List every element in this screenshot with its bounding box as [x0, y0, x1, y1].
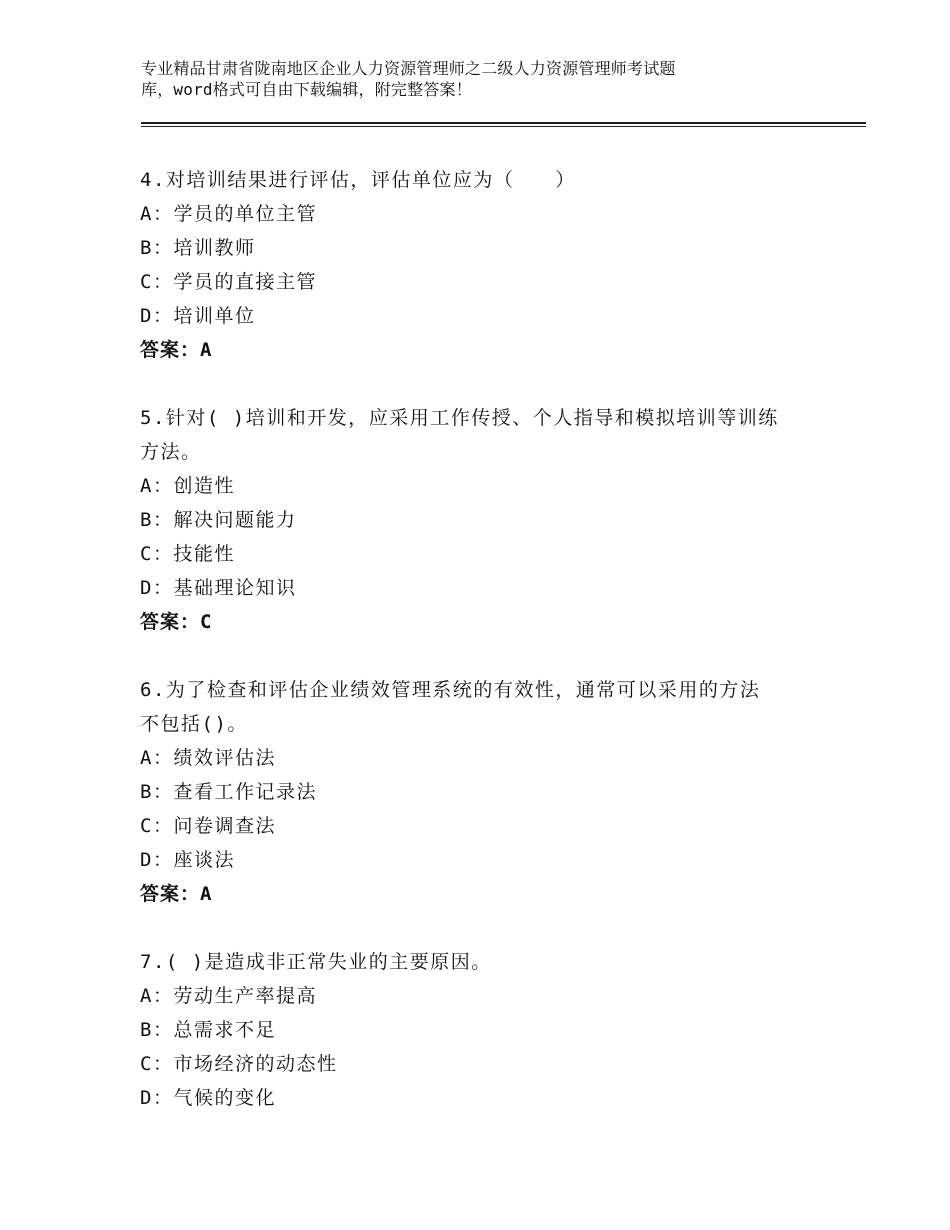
header-title-line-2: 库，word格式可自由下载编辑，附完整答案！ — [141, 80, 472, 99]
option-d: D：培训单位 — [140, 305, 256, 327]
question-stem: 6.为了检查和评估企业绩效管理系统的有效性，通常可以采用的方法 — [140, 679, 761, 701]
question-spacer — [140, 911, 840, 945]
option-c: C：市场经济的动态性 — [140, 1053, 338, 1075]
option-d: D：气候的变化 — [140, 1087, 276, 1109]
answer-label: 答案：C — [140, 611, 213, 633]
question-stem: 7.( )是造成非正常失业的主要原因。 — [140, 951, 492, 973]
header-divider-thick — [141, 122, 866, 124]
option-b: B：总需求不足 — [140, 1019, 276, 1041]
option-b: B：解决问题能力 — [140, 509, 297, 531]
header-divider-thin — [141, 126, 866, 127]
option-b: B：培训教师 — [140, 237, 256, 259]
option-a: A：绩效评估法 — [140, 747, 276, 769]
option-c: C：技能性 — [140, 543, 235, 565]
question-spacer — [140, 639, 840, 673]
answer-label: 答案：A — [140, 883, 213, 905]
option-d: D：基础理论知识 — [140, 577, 297, 599]
question-stem: 5.针对( )培训和开发，应采用工作传授、个人指导和模拟培训等训练 — [140, 407, 779, 429]
question-4 — [140, 163, 840, 367]
option-b: B：查看工作记录法 — [140, 781, 317, 803]
question-stem-continued: 不包括()。 — [140, 713, 248, 735]
header-title-line-1: 专业精品甘肃省陇南地区企业人力资源管理师之二级人力资源管理师考试题 — [141, 59, 676, 78]
question-7 — [140, 945, 840, 1115]
document-header — [141, 58, 781, 100]
question-list — [140, 163, 840, 1115]
answer-label: 答案：A — [140, 339, 213, 361]
option-a: A：创造性 — [140, 475, 235, 497]
question-5 — [140, 401, 840, 639]
question-spacer — [140, 367, 840, 401]
question-stem: 4.对培训结果进行评估，评估单位应为（ ） — [140, 169, 576, 191]
question-stem-continued: 方法。 — [140, 441, 202, 463]
option-a: A：劳动生产率提高 — [140, 985, 317, 1007]
option-c: C：问卷调查法 — [140, 815, 276, 837]
option-d: D：座谈法 — [140, 849, 235, 871]
question-6 — [140, 673, 840, 911]
option-a: A：学员的单位主管 — [140, 203, 317, 225]
option-c: C：学员的直接主管 — [140, 271, 317, 293]
